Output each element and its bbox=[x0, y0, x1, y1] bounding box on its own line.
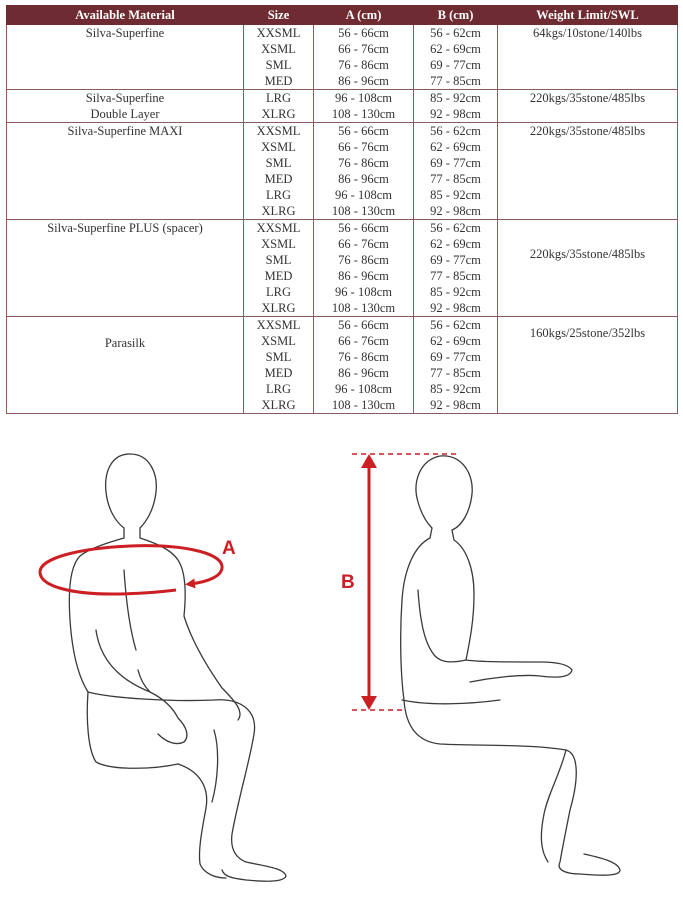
a-cell-line: 76 - 86cm bbox=[338, 58, 389, 72]
a-cell-line: 66 - 76cm bbox=[338, 42, 389, 56]
size-cell-line: LRG bbox=[266, 91, 291, 105]
b-cell-line: 92 - 98cm bbox=[430, 398, 481, 412]
header-b: B (cm) bbox=[414, 6, 498, 25]
size-cell-line: XXSML bbox=[256, 124, 301, 138]
material-cell-line: Parasilk bbox=[104, 336, 146, 350]
b-cell-line: 56 - 62cm bbox=[430, 318, 481, 332]
size-cell-line: MED bbox=[264, 269, 293, 283]
size-cell-line: XSML bbox=[261, 334, 296, 348]
size-cell-line: XLRG bbox=[261, 301, 296, 315]
a-cell-line: 76 - 86cm bbox=[338, 253, 389, 267]
size-cell-line: XLRG bbox=[261, 204, 296, 218]
a-cell bbox=[314, 123, 414, 220]
b-cell-line: 85 - 92cm bbox=[430, 91, 481, 105]
size-cell-line: SML bbox=[265, 58, 292, 72]
a-cell-line: 76 - 86cm bbox=[338, 156, 389, 170]
size-cell-line: LRG bbox=[266, 188, 291, 202]
size-cell-line: SML bbox=[265, 350, 292, 364]
a-cell-line: 96 - 108cm bbox=[335, 91, 392, 105]
a-cell-line: 56 - 66cm bbox=[338, 124, 389, 138]
b-cell-line: 69 - 77cm bbox=[430, 58, 481, 72]
size-cell bbox=[244, 220, 314, 317]
a-cell-line: 108 - 130cm bbox=[331, 301, 396, 315]
weight-value: 64kgs/10stone/140lbs bbox=[532, 26, 643, 40]
label-b: B bbox=[341, 572, 355, 593]
weight-cell bbox=[498, 123, 678, 220]
b-cell-line: 77 - 85cm bbox=[430, 172, 481, 186]
label-a: A bbox=[222, 538, 236, 559]
a-cell-line: 86 - 96cm bbox=[338, 366, 389, 380]
table-row bbox=[7, 25, 678, 90]
size-cell-line: XLRG bbox=[261, 398, 296, 412]
b-cell-line: 56 - 62cm bbox=[430, 124, 481, 138]
b-cell-line: 85 - 92cm bbox=[430, 188, 481, 202]
a-cell bbox=[314, 317, 414, 414]
size-cell bbox=[244, 123, 314, 220]
a-cell-line: 76 - 86cm bbox=[338, 350, 389, 364]
measurement-diagram bbox=[0, 430, 683, 898]
a-cell-line: 66 - 76cm bbox=[338, 334, 389, 348]
size-cell-line: XXSML bbox=[256, 318, 301, 332]
a-cell bbox=[314, 220, 414, 317]
header-row bbox=[7, 6, 678, 25]
size-cell-line: XSML bbox=[261, 140, 296, 154]
b-cell-line: 69 - 77cm bbox=[430, 350, 481, 364]
size-cell-line: XSML bbox=[261, 42, 296, 56]
material-cell bbox=[7, 123, 244, 220]
size-cell bbox=[244, 25, 314, 90]
size-cell-line: SML bbox=[265, 253, 292, 267]
table-row bbox=[7, 123, 678, 220]
b-cell bbox=[414, 90, 498, 123]
material-cell bbox=[7, 90, 244, 123]
size-cell bbox=[244, 317, 314, 414]
side-figure-icon bbox=[401, 456, 620, 875]
a-cell-line: 86 - 96cm bbox=[338, 172, 389, 186]
b-cell-line: 62 - 69cm bbox=[430, 334, 481, 348]
a-cell-line: 96 - 108cm bbox=[335, 382, 392, 396]
weight-cell bbox=[498, 90, 678, 123]
size-cell-line: XXSML bbox=[256, 26, 301, 40]
table-row bbox=[7, 90, 678, 123]
b-cell-line: 92 - 98cm bbox=[430, 301, 481, 315]
b-cell-line: 85 - 92cm bbox=[430, 382, 481, 396]
a-cell-line: 96 - 108cm bbox=[335, 285, 392, 299]
b-cell-line: 85 - 92cm bbox=[430, 285, 481, 299]
a-cell-line: 56 - 66cm bbox=[338, 221, 389, 235]
header-material: Available Material bbox=[7, 6, 244, 25]
a-cell-line: 108 - 130cm bbox=[331, 107, 396, 121]
table-row bbox=[7, 317, 678, 414]
b-cell-line: 56 - 62cm bbox=[430, 221, 481, 235]
b-cell-line: 56 - 62cm bbox=[430, 26, 481, 40]
b-cell-line: 62 - 69cm bbox=[430, 140, 481, 154]
material-cell-line: Silva-Superfine bbox=[85, 26, 165, 40]
b-cell-line: 92 - 98cm bbox=[430, 204, 481, 218]
weight-value: 220kgs/35stone/485lbs bbox=[529, 247, 646, 261]
weight-cell bbox=[498, 25, 678, 90]
b-cell-line: 62 - 69cm bbox=[430, 237, 481, 251]
a-cell bbox=[314, 25, 414, 90]
material-cell-line: Silva-Superfine PLUS (spacer) bbox=[47, 221, 203, 235]
header-a: A (cm) bbox=[314, 6, 414, 25]
a-cell-line: 66 - 76cm bbox=[338, 140, 389, 154]
measurement-b-arrow bbox=[341, 454, 458, 710]
header-weight: Weight Limit/SWL bbox=[498, 6, 678, 25]
b-cell bbox=[414, 25, 498, 90]
size-cell-line: XLRG bbox=[261, 107, 296, 121]
size-cell-line: XXSML bbox=[256, 221, 301, 235]
material-cell-line: Silva-Superfine MAXI bbox=[67, 124, 183, 138]
b-cell-line: 77 - 85cm bbox=[430, 74, 481, 88]
weight-value: 160kgs/25stone/352lbs bbox=[529, 326, 646, 340]
weight-cell bbox=[498, 220, 678, 317]
size-cell-line: SML bbox=[265, 156, 292, 170]
weight-value: 220kgs/35stone/485lbs bbox=[529, 124, 646, 138]
a-cell-line: 66 - 76cm bbox=[338, 237, 389, 251]
table-row bbox=[7, 220, 678, 317]
weight-cell bbox=[498, 317, 678, 414]
weight-value: 220kgs/35stone/485lbs bbox=[529, 91, 646, 105]
table-body bbox=[7, 25, 678, 414]
size-cell-line: LRG bbox=[266, 382, 291, 396]
material-cell-line: Double Layer bbox=[90, 107, 160, 121]
b-cell-line: 77 - 85cm bbox=[430, 366, 481, 380]
b-cell-line: 62 - 69cm bbox=[430, 42, 481, 56]
material-cell bbox=[7, 25, 244, 90]
a-cell bbox=[314, 90, 414, 123]
a-cell-line: 56 - 66cm bbox=[338, 26, 389, 40]
header-size: Size bbox=[244, 6, 314, 25]
b-cell-line: 92 - 98cm bbox=[430, 107, 481, 121]
b-cell bbox=[414, 123, 498, 220]
a-cell-line: 86 - 96cm bbox=[338, 269, 389, 283]
a-cell-line: 108 - 130cm bbox=[331, 204, 396, 218]
front-figure-icon bbox=[69, 454, 286, 881]
b-cell bbox=[414, 317, 498, 414]
a-cell-line: 108 - 130cm bbox=[331, 398, 396, 412]
a-cell-line: 56 - 66cm bbox=[338, 318, 389, 332]
size-cell-line: MED bbox=[264, 74, 293, 88]
b-cell-line: 77 - 85cm bbox=[430, 269, 481, 283]
size-cell-line: LRG bbox=[266, 285, 291, 299]
size-chart-table bbox=[6, 5, 678, 414]
a-cell-line: 86 - 96cm bbox=[338, 74, 389, 88]
b-cell-line: 69 - 77cm bbox=[430, 156, 481, 170]
material-cell-line: Silva-Superfine bbox=[85, 91, 165, 105]
a-cell-line: 96 - 108cm bbox=[335, 188, 392, 202]
size-cell-line: MED bbox=[264, 366, 293, 380]
b-cell-line: 69 - 77cm bbox=[430, 253, 481, 267]
material-cell bbox=[7, 317, 244, 414]
size-cell bbox=[244, 90, 314, 123]
material-cell bbox=[7, 220, 244, 317]
size-cell-line: MED bbox=[264, 172, 293, 186]
b-cell bbox=[414, 220, 498, 317]
size-cell-line: XSML bbox=[261, 237, 296, 251]
